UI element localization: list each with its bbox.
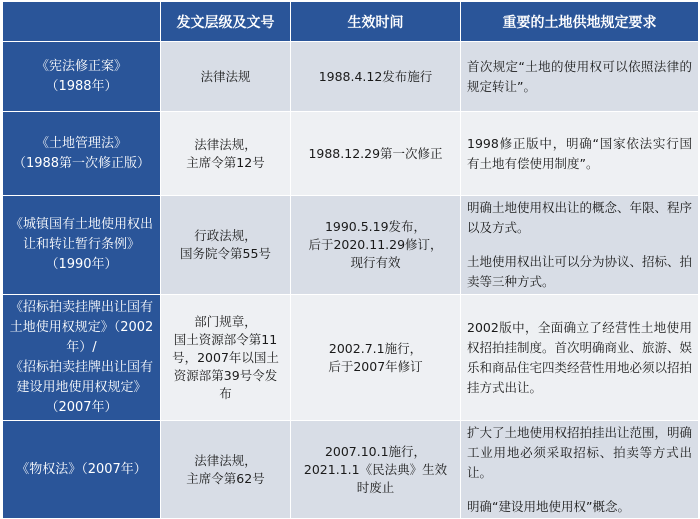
time-text: 后于2020.11.29修订， xyxy=(308,237,443,252)
regulation-name: 《招标拍卖挂牌出让国有土地使用权规定》（2002年）/ xyxy=(9,299,154,355)
regulation-year: （1988第一次修正版） xyxy=(12,155,151,171)
time-cell xyxy=(291,42,461,112)
requirement-text: 明确“建设用地使用权”概念。 xyxy=(467,498,630,514)
table-row xyxy=(3,112,699,196)
time-text: 1988.4.12发布施行 xyxy=(318,68,433,84)
regulation-name: 《招标拍卖挂牌出让国有建设用地使用权规定》（2007年） xyxy=(9,359,153,415)
regulation-name: 《城镇国有土地使用权出让和转让暂行条例》（1990年） xyxy=(9,217,153,272)
table-row xyxy=(3,421,699,519)
requirement-text: 明确土地使用权出让的概念、年限、程序以及方式。 xyxy=(467,200,693,235)
level-text: 法律法规， xyxy=(194,136,257,152)
header-cell-blank xyxy=(3,2,161,42)
time-text: 2002.7.1施行， xyxy=(328,340,423,356)
level-text: 主席令第12号 xyxy=(186,154,265,170)
time-text: 后于2007年修订 xyxy=(328,358,423,374)
level-text: 国务院令第55号 xyxy=(180,246,271,261)
level-text: 法律法规， xyxy=(194,452,257,468)
regulation-name-cell xyxy=(3,295,161,421)
time-cell xyxy=(291,196,461,295)
regulation-year: （1988年） xyxy=(45,78,118,94)
regulation-name-cell xyxy=(3,112,161,196)
header-cell-requirement: 重要的土地供地规定要求 xyxy=(461,2,699,42)
level-cell xyxy=(161,112,291,196)
level-text: 法律法规 xyxy=(200,68,251,84)
table-row xyxy=(3,196,699,295)
regulation-name-cell xyxy=(3,196,161,295)
table-row xyxy=(3,295,699,421)
requirement-cell xyxy=(461,42,699,112)
requirement-cell xyxy=(461,112,699,196)
time-text: 2007.10.1施行， xyxy=(324,443,427,459)
level-text: 部门规章， xyxy=(194,313,257,329)
time-text: 1988.12.29第一次修正 xyxy=(308,145,443,161)
requirement-text: 首次规定“土地的使用权可以依照法律的规定转让”。 xyxy=(467,58,692,94)
regulation-name: 《物权法》（2007年） xyxy=(16,461,147,477)
time-cell xyxy=(291,421,461,519)
requirement-text: 土地使用权出让可以分为协议、招标、拍卖等三种方式。 xyxy=(467,254,693,289)
level-cell xyxy=(161,421,291,519)
regulation-name-cell xyxy=(3,42,161,112)
time-text: 2021.1.1《民法典》生效时废止 xyxy=(303,461,448,495)
level-cell xyxy=(161,42,291,112)
land-regulation-table xyxy=(2,1,699,519)
regulation-name: 《宪法修正案》 xyxy=(35,58,127,74)
requirement-cell xyxy=(461,421,699,519)
time-cell xyxy=(291,112,461,196)
requirement-text: 2002版中，全面确立了经营性土地使用权招拍挂制度。首次明确商业、旅游、娱乐和商品住宅四类经营性用地必须以招拍挂方式出让。 xyxy=(467,319,693,395)
level-cell xyxy=(161,196,291,295)
header-cell-level: 发文层级及文号 xyxy=(161,2,291,42)
requirement-cell xyxy=(461,295,699,421)
time-text: 现行有效 xyxy=(350,255,401,270)
table-row xyxy=(3,42,699,112)
time-cell xyxy=(291,295,461,421)
level-text: 国土资源部令第11号，2007年以国土资源部第39号令发布 xyxy=(172,331,279,401)
requirement-text: 1998修正版中，明确“国家依法实行国有土地有偿使用制度”。 xyxy=(467,135,692,171)
regulation-name: 《土地管理法》 xyxy=(35,135,127,151)
paragraph-gap xyxy=(467,238,692,252)
regulation-name-cell xyxy=(3,421,161,519)
header-cell-time: 生效时间 xyxy=(291,2,461,42)
time-text: 1990.5.19发布， xyxy=(324,219,427,234)
paragraph-gap xyxy=(467,483,692,497)
level-text: 行政法规， xyxy=(194,228,257,243)
header-row xyxy=(3,2,699,42)
requirement-text: 扩大了土地使用权招拍挂出让范围，明确工业用地必须采取招标、拍卖等方式出让。 xyxy=(467,424,693,480)
requirement-cell xyxy=(461,196,699,295)
level-text: 主席令第62号 xyxy=(186,470,265,486)
level-cell xyxy=(161,295,291,421)
